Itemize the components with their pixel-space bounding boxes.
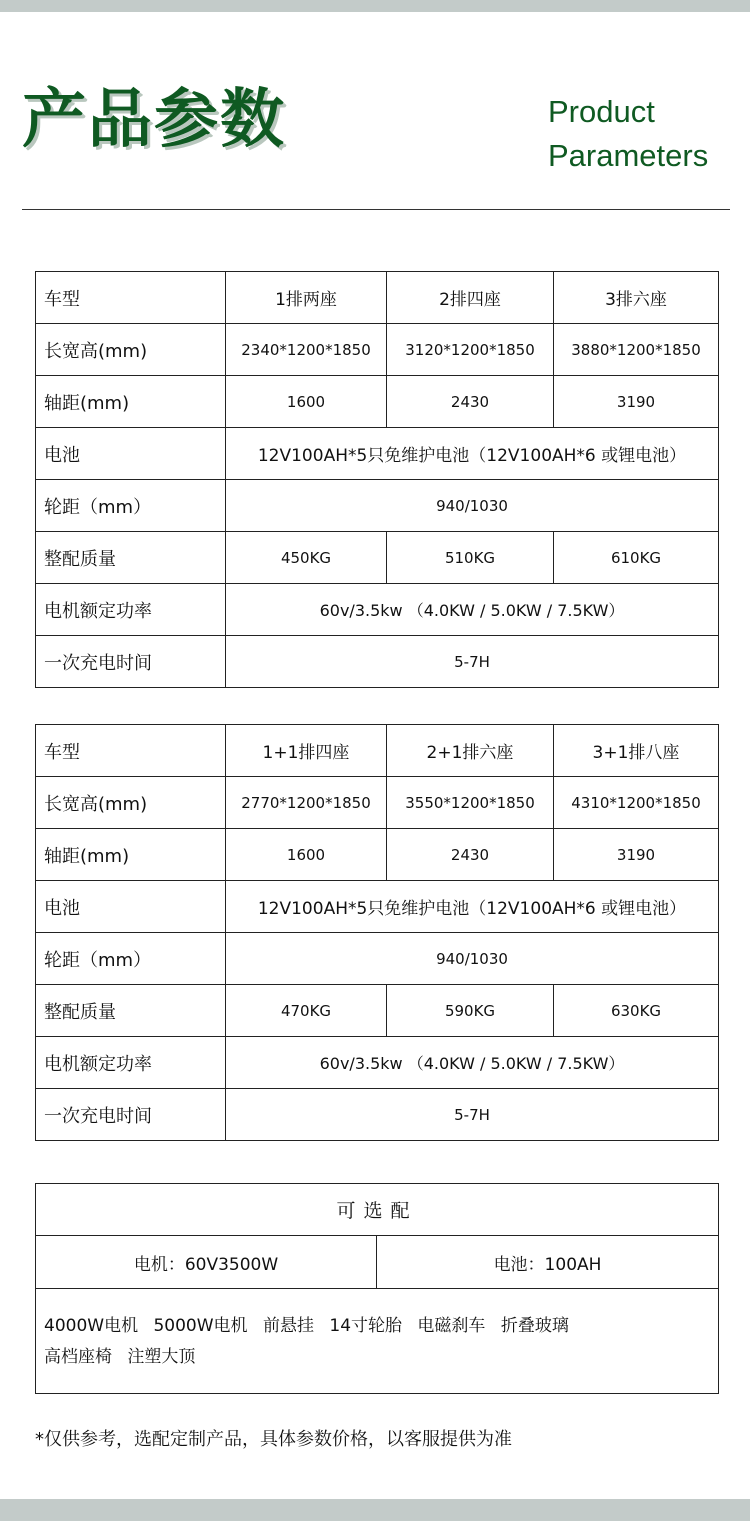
table-cell: 60v/3.5kw （4.0KW / 5.0KW / 7.5KW） — [226, 1037, 719, 1089]
table-row — [36, 428, 719, 480]
options-table — [35, 1183, 719, 1394]
options-motor: 电机：60V3500W — [36, 1236, 377, 1289]
table-cell: 12V100AH*5只免维护电池（12V100AH*6 或锂电池） — [226, 428, 719, 480]
bottom-band — [0, 1499, 750, 1521]
table-row — [36, 1037, 719, 1089]
table-row — [36, 881, 719, 933]
table-row — [36, 480, 719, 532]
row-label: 电机额定功率 — [36, 1037, 226, 1089]
table-cell: 2430 — [387, 376, 554, 428]
table-cell: 470KG — [226, 985, 387, 1037]
table-row — [36, 376, 719, 428]
table-cell: 3880*1200*1850 — [554, 324, 719, 376]
model-cell: 1+1排四座 — [226, 725, 387, 777]
row-label: 一次充电时间 — [36, 636, 226, 688]
row-label: 电池 — [36, 428, 226, 480]
table-row — [36, 933, 719, 985]
options-battery: 电池：100AH — [377, 1236, 719, 1289]
option-item: 高档座椅 — [44, 1347, 112, 1367]
row-label: 轴距(mm) — [36, 376, 226, 428]
table-row — [36, 1184, 719, 1236]
options-line-1 — [44, 1311, 718, 1342]
table-row — [36, 1089, 719, 1141]
model-cell: 2排四座 — [387, 272, 554, 324]
table-cell: 510KG — [387, 532, 554, 584]
table-cell: 3190 — [554, 829, 719, 881]
row-label: 一次充电时间 — [36, 1089, 226, 1141]
table-row — [36, 532, 719, 584]
table-cell: 3550*1200*1850 — [387, 777, 554, 829]
option-item: 14寸轮胎 — [329, 1316, 403, 1336]
page-title: 产品参数 — [22, 83, 286, 157]
model-cell: 3+1排八座 — [554, 725, 719, 777]
table-row — [36, 272, 719, 324]
row-label: 整配质量 — [36, 985, 226, 1037]
table-cell: 590KG — [387, 985, 554, 1037]
table-cell: 630KG — [554, 985, 719, 1037]
row-label: 电池 — [36, 881, 226, 933]
option-item: 4000W电机 — [44, 1316, 139, 1336]
top-band — [0, 0, 750, 12]
table-cell: 1600 — [226, 376, 387, 428]
option-item: 电磁刹车 — [417, 1316, 486, 1336]
row-label: 轮距（mm） — [36, 480, 226, 532]
table-row — [36, 777, 719, 829]
table-cell: 2340*1200*1850 — [226, 324, 387, 376]
page-title-en — [548, 90, 708, 178]
table-cell: 2430 — [387, 829, 554, 881]
model-cell: 3排六座 — [554, 272, 719, 324]
option-item: 5000W电机 — [153, 1316, 248, 1336]
row-label: 电机额定功率 — [36, 584, 226, 636]
table-row — [36, 636, 719, 688]
row-label: 车型 — [36, 272, 226, 324]
row-label: 整配质量 — [36, 532, 226, 584]
table-cell: 5-7H — [226, 1089, 719, 1141]
table-row — [36, 985, 719, 1037]
table-cell: 450KG — [226, 532, 387, 584]
disclaimer-note: *仅供参考，选配定制产品，具体参数价格，以客服提供为准 — [35, 1429, 512, 1450]
table-cell: 940/1030 — [226, 480, 719, 532]
table-cell: 12V100AH*5只免维护电池（12V100AH*6 或锂电池） — [226, 881, 719, 933]
options-title: 可选配 — [36, 1184, 719, 1236]
row-label: 长宽高(mm) — [36, 777, 226, 829]
table-cell: 610KG — [554, 532, 719, 584]
table-cell: 4310*1200*1850 — [554, 777, 719, 829]
options-list — [36, 1289, 719, 1394]
table-cell: 2770*1200*1850 — [226, 777, 387, 829]
title-divider — [22, 209, 730, 210]
table-cell: 5-7H — [226, 636, 719, 688]
table-cell: 3190 — [554, 376, 719, 428]
option-item: 折叠玻璃 — [500, 1316, 569, 1336]
row-label: 长宽高(mm) — [36, 324, 226, 376]
option-item: 前悬挂 — [262, 1316, 314, 1336]
table-cell: 1600 — [226, 829, 387, 881]
option-item: 注塑大顶 — [127, 1347, 196, 1367]
spec-table-1 — [35, 271, 719, 688]
table-cell: 940/1030 — [226, 933, 719, 985]
row-label: 轮距（mm） — [36, 933, 226, 985]
table-cell: 3120*1200*1850 — [387, 324, 554, 376]
table-row — [36, 1236, 719, 1289]
model-cell: 1排两座 — [226, 272, 387, 324]
row-label: 车型 — [36, 725, 226, 777]
table-row — [36, 584, 719, 636]
table-row — [36, 725, 719, 777]
title-en-line-2: Parameters — [548, 138, 709, 173]
title-en-line-1: Product — [548, 94, 655, 129]
table-row — [36, 1289, 719, 1394]
table-row — [36, 324, 719, 376]
table-cell: 60v/3.5kw （4.0KW / 5.0KW / 7.5KW） — [226, 584, 719, 636]
table-row — [36, 829, 719, 881]
row-label: 轴距(mm) — [36, 829, 226, 881]
model-cell: 2+1排六座 — [387, 725, 554, 777]
options-line-2 — [44, 1342, 718, 1373]
spec-table-2 — [35, 724, 719, 1141]
